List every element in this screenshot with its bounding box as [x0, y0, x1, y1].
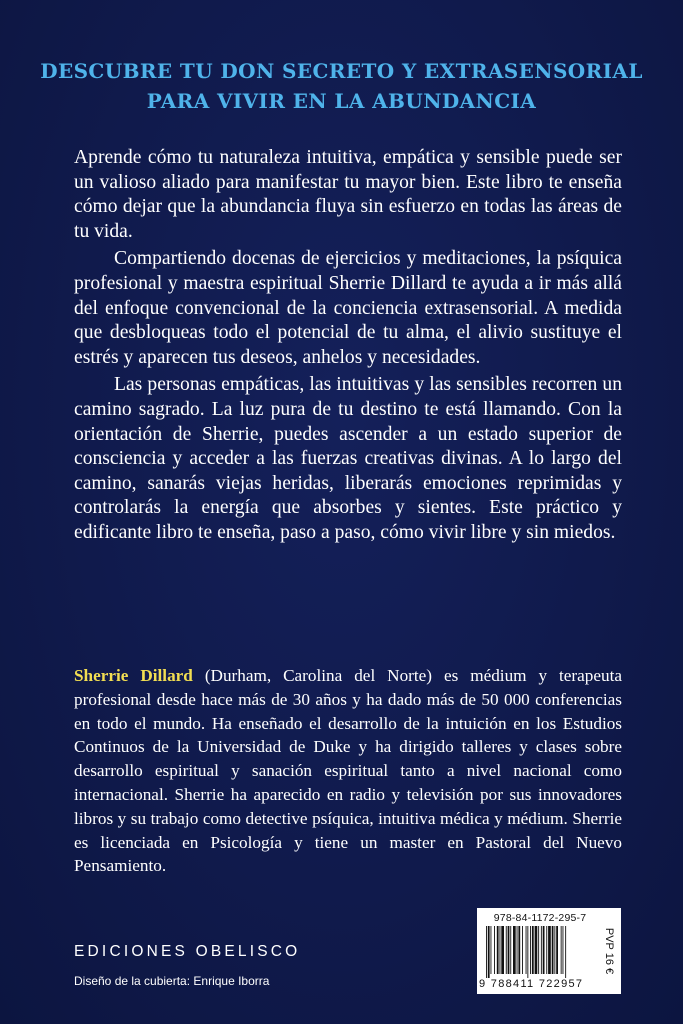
barcode-digits: 9 788411 722957 — [479, 978, 584, 990]
synopsis — [74, 146, 622, 546]
cover-design-credit: Diseño de la cubierta: Enrique Iborra — [74, 974, 270, 988]
barcode-image — [485, 926, 595, 978]
headline — [40, 56, 643, 116]
headline-line-1: DESCUBRE TU DON SECRETO Y EXTRASENSORIAL — [40, 59, 643, 83]
author-bio-text: (Durham, Carolina del Norte) es médium y terapeuta profesional desde hace más de 30 años y ha dado más de 50 000 conferencias en todo el mundo. Ha enseñado el desarrollo de la intuición en los Estudios Continuos de la Universidad de Duke y ha dirigido talleres y clases sobre desarrollo espiritual y sanación espiritual tanto a nivel nacional como internacional. Sherrie ha aparecido en radio y televisión por sus innovadores libros y su trabajo como detective psíquica, intuitiva médica y médium. Sherrie es licenciada en Psicología y tiene un master en Pastoral del Nuevo Pensamiento. — [74, 666, 622, 876]
author-name: Sherrie Dillard — [74, 666, 193, 685]
synopsis-paragraph: Aprende cómo tu naturaleza intuitiva, empática y sensible puede ser un valioso aliado para manifestar tu mayor bien. Este libro te enseña cómo dejar que la abundancia fluya sin esfuerzo en todas las áreas de tu vida. — [74, 147, 622, 242]
price-label: PVP 16 € — [603, 927, 615, 975]
synopsis-paragraph: Compartiendo docenas de ejercicios y meditaciones, la psíquica profesional y maestra espiritual Sherrie Dillard te ayuda a ir más allá del enfoque convencional de la conciencia extrasensorial. A medida que desbloqueas todo el potencial de tu alma, el alivio sustituye el estrés y aparecen tus deseos, anhelos y necesidades. — [74, 248, 622, 368]
author-bio — [74, 664, 622, 878]
barcode-label — [477, 908, 621, 994]
synopsis-paragraph: Las personas empáticas, las intuitivas y las sensibles recorren un camino sagrado. La luz pura de tu destino te está llamando. Con la orientación de Sherrie, puedes ascender a un estado superior de consciencia y acceder a las fuerzas creativas divinas. A lo largo del camino, sanarás viejas heridas, liberarás emociones reprimidas y controlarás la energía que absorbes y sientes. Este práctico y edificante libro te enseña, paso a paso, cómo vivir libre y sin miedos. — [74, 374, 622, 543]
publisher-name: EDICIONES OBELISCO — [74, 943, 301, 960]
isbn-number: 978-84-1172-295-7 — [493, 912, 587, 924]
headline-line-2: PARA VIVIR EN LA ABUNDANCIA — [146, 89, 537, 113]
